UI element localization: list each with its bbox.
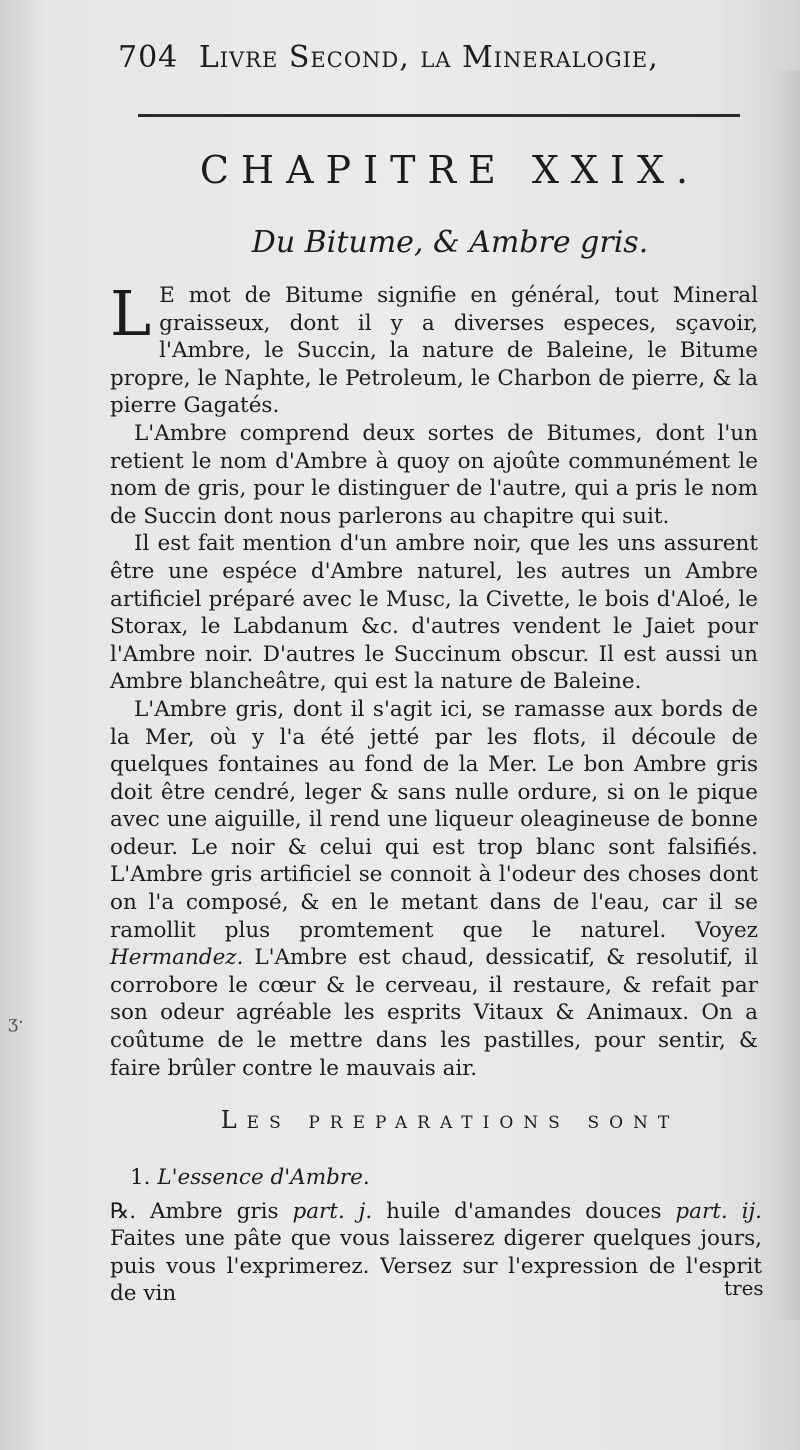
paragraph-4-text-b: L'Ambre est chaud, dessicatif, & resolutif, il corrobore le cœur & le cerveau, il restaure, & refait par son odeur agréable les esprits Vitaux & Animaux. On a coûtume de le mettre dans les pastilles, pour sentir, & faire brûler contre le mauvais air. bbox=[110, 945, 758, 1081]
paragraph-1-text: E mot de Bitume signifie en général, tout Mineral graisseux, dont il y a diverses especes, sçavoir, l'Ambre, le Succin, la nature de Baleine, le Bitume propre, le Naphte, le Petroleum, le Charbon de pierre, & la pierre Gagatés. bbox=[110, 283, 758, 419]
recipe-item-heading bbox=[110, 1164, 762, 1192]
preparations-heading: Les preparations sont bbox=[220, 1106, 680, 1134]
ingredient-oil: huile d'amandes douces bbox=[386, 1198, 662, 1224]
drop-cap: L bbox=[110, 277, 152, 350]
chapter-subtitle: Du Bitume, & Ambre gris. bbox=[251, 225, 649, 260]
page-number: 704 bbox=[118, 40, 179, 75]
recipe-number: 1. bbox=[130, 1165, 151, 1190]
paragraph-3: Il est fait mention d'un ambre noir, que les uns assurent être une espéce d'Ambre naturel, les autres un Ambre artificiel préparé avec le Musc, la Civette, le bois d'Aloé, le Storax, le Labdanum &c. d'autres vendent le Jaiet pour l'Ambre noir. D'autres le Succinum obscur. Il est aussi un Ambre blancheâtre, qui est la nature de Baleine. bbox=[110, 531, 758, 695]
running-header bbox=[118, 40, 738, 75]
chapter-body bbox=[110, 277, 758, 1082]
running-title: Livre Second, la Mineralogie, bbox=[198, 40, 659, 75]
author-reference: Hermandez. bbox=[110, 945, 244, 971]
chapter-title: CHAPITRE XXIX. bbox=[199, 148, 701, 192]
paragraph-4 bbox=[110, 696, 758, 1082]
recipe-symbol: ℞. bbox=[110, 1198, 137, 1224]
recipe-instructions: Faites une pâte que vous laisserez digerer quelques jours, puis vous l'exprimerez. Versez sur l'expression de l'esprit de vin bbox=[110, 1226, 762, 1307]
recipe-section bbox=[110, 1164, 762, 1308]
ingredient-amber: Ambre gris bbox=[150, 1198, 279, 1224]
recipe-title: L'essence d'Ambre. bbox=[157, 1165, 370, 1190]
paragraph-1 bbox=[110, 277, 758, 420]
paragraph-4-text-a: L'Ambre gris, dont il s'agit ici, se ramasse aux bords de la Mer, où y l'a été jetté par les flots, il découle de quelques fontaines au fond de la Mer. Le bon Ambre gris doit être cendré, leger & sans nulle ordure, si on le pique avec une aiguille, il rend une liqueur oleagineuse de bonne odeur. Le noir & celui qui est trop blanc sont falsifiés. L'Ambre gris artificiel se connoit à l'odeur des choses dont on l'a composé, & en le metant dans de l'eau, car il se ramollit plus promtement que le naturel. Voyez bbox=[110, 696, 758, 943]
header-rule bbox=[138, 114, 740, 117]
margin-mark: ʒ· bbox=[8, 1012, 24, 1033]
quantity-oil: part. ij. bbox=[675, 1198, 762, 1224]
quantity-amber: part. j. bbox=[292, 1198, 373, 1224]
recipe-text bbox=[110, 1198, 762, 1308]
paragraph-2: L'Ambre comprend deux sortes de Bitumes, dont l'un retient le nom d'Ambre à quoy on ajoûte communément le nom de gris, pour le distinguer de l'autre, qui a pris le nom de Succin dont nous parlerons au chapitre qui suit. bbox=[110, 420, 758, 529]
catchword: tres bbox=[724, 1276, 764, 1300]
